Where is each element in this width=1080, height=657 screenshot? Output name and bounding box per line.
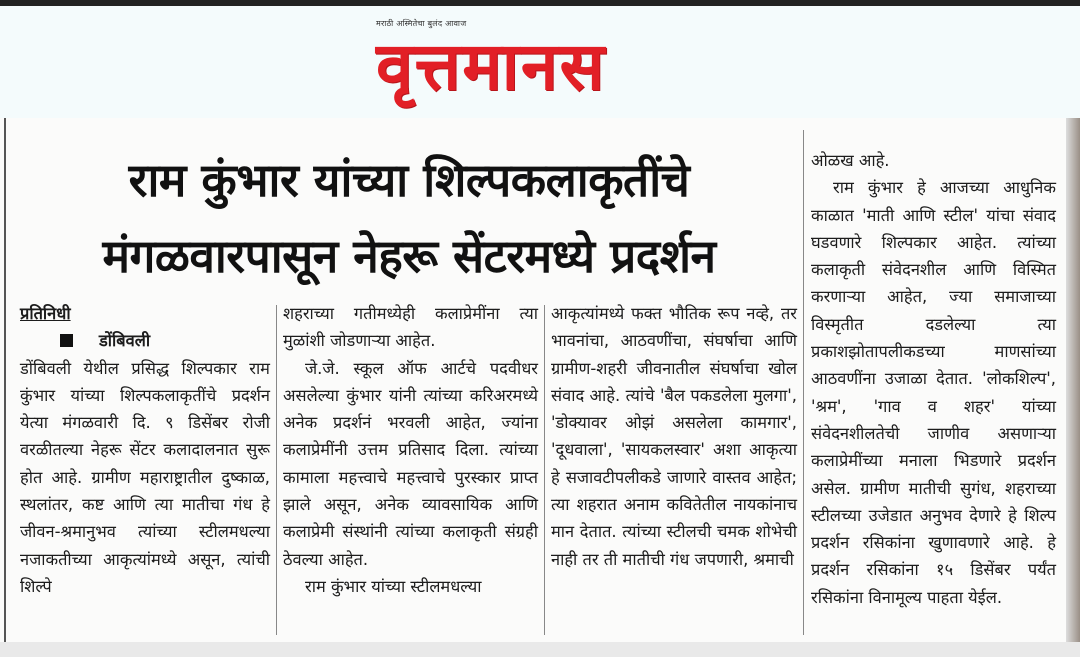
column-divider [803,130,804,635]
headline-line-1: राम कुंभार यांच्या शिल्पकलाकृतींचे [128,153,690,207]
paragraph: शहराच्या गतीमध्येही कलाप्रेमींना त्या मुळांशी जोडणाऱ्या आहेत. [283,304,538,351]
article-column-3 [551,300,797,573]
article-column-4 [811,147,1056,611]
dateline-row [20,327,270,354]
headline-line-2: मंगळवारपासून नेहरू सेंटरमध्ये प्रदर्शन [102,229,716,283]
paragraph: राम कुंभार हे आजच्या आधुनिक काळात 'माती आणि स्टील' यांचा संवाद घडवणारे शिल्पकार आहेत. त्यांच्या कलाकृती संवेदनशील आणि विस्मित करणाऱ्या आहेत, ज्या समाजाच्या विस्मृतीत दडलेल्या त्या प्रकाशझोतापलीकडच्या माणसांच्या आठवणींना उजाळा देतात. 'लोकशिल्प', 'श्रम', 'गाव व शहर' यांच्या संवेदनशीलतेची जाणीव असणाऱ्या कलाप्रेमींच्या मनाला भिडणारे प्रदर्शन असेल. ग्रामीण मातीची सुगंध, शहराच्या स्टीलच्या उजेडात अनुभव देणारे हे शिल्प प्रदर्शन रसिकांना खुणावणारे आहे. हे प्रदर्शन रसिकांना १५ डिसेंबर पर्यंत रसिकांना विनामूल्य पाहता येईल. [811,178,1056,607]
dateline: डोंबिवली [99,331,151,351]
paragraph: डोंबिवली येथील प्रसिद्ध शिल्पकार राम कुंभार यांच्या शिल्पकलाकृतींचे प्रदर्शन येत्या मंगळवारी दि. ९ डिसेंबर रोजी वरळीतल्या नेहरू सेंटर कलादालनात सुरू होत आहे. ग्रामीण महाराष्ट्रातील दुष्काळ, स्थलांतर, कष्ट आणि त्या मातीचा गंध हे जीवन-श्रमानुभव त्यांच्या स्टीलमधल्या नजाकतीच्या आकृत्यांमध्ये असून, त्यांची शिल्पे [20,358,270,596]
masthead [0,6,1080,118]
byline: प्रतिनिधी [20,304,71,323]
bottom-border [0,642,1080,657]
paragraph: आकृत्यांमध्ये फक्त भौतिक रूप नव्हे, तर भावनांचा, आठवणींचा, संघर्षाचा आणि ग्रामीण-शहरी जीवनातील संघर्षाचा खोल संवाद आहे. त्यांचे 'बैल पकडलेला मुलगा', 'डोक्यावर ओझं असलेला कामगार', 'दूधवाला', 'सायकलस्वार' अशा आकृत्या हे सजावटीपलीकडे जाणारे वास्तव आहेत; त्या शहरात अनाम कवितेतील नायकांनाच मान देतात. त्यांच्या स्टीलची चमक शोभेची नाही तर ती मातीची गंध जपणारी, श्रमाची [551,304,797,569]
bullet-icon [60,334,73,347]
article-column-1 [20,300,270,600]
page-edge-left [4,118,6,648]
article-column-2 [283,300,538,600]
paragraph: जे.जे. स्कूल ऑफ आर्टचे पदवीधर असलेल्या कुंभार यांनी त्यांच्या करिअरमध्ये अनेक प्रदर्शनं भरवली आहेत, ज्यांना कलाप्रेमींनी उत्तम प्रतिसाद दिला. त्यांच्या कामाला महत्त्वाचे महत्त्वाचे पुरस्कार प्राप्त झाले असून, अनेक व्यावसायिक आणि कलाप्रेमी संस्थांनी त्यांच्या कलाकृती संग्रही ठेवल्या आहेत. [283,358,538,569]
paragraph: राम कुंभार यांच्या स्टीलमधल्या [305,576,482,596]
paragraph: ओळख आहे. [811,151,890,170]
page-edge-right [1066,118,1080,657]
column-divider [276,305,277,635]
newspaper-title: वृत्तमानस [376,28,607,105]
masthead-tagline: मराठी अस्मितेचा बुलंद आवाज [376,19,467,28]
column-divider [544,305,545,635]
